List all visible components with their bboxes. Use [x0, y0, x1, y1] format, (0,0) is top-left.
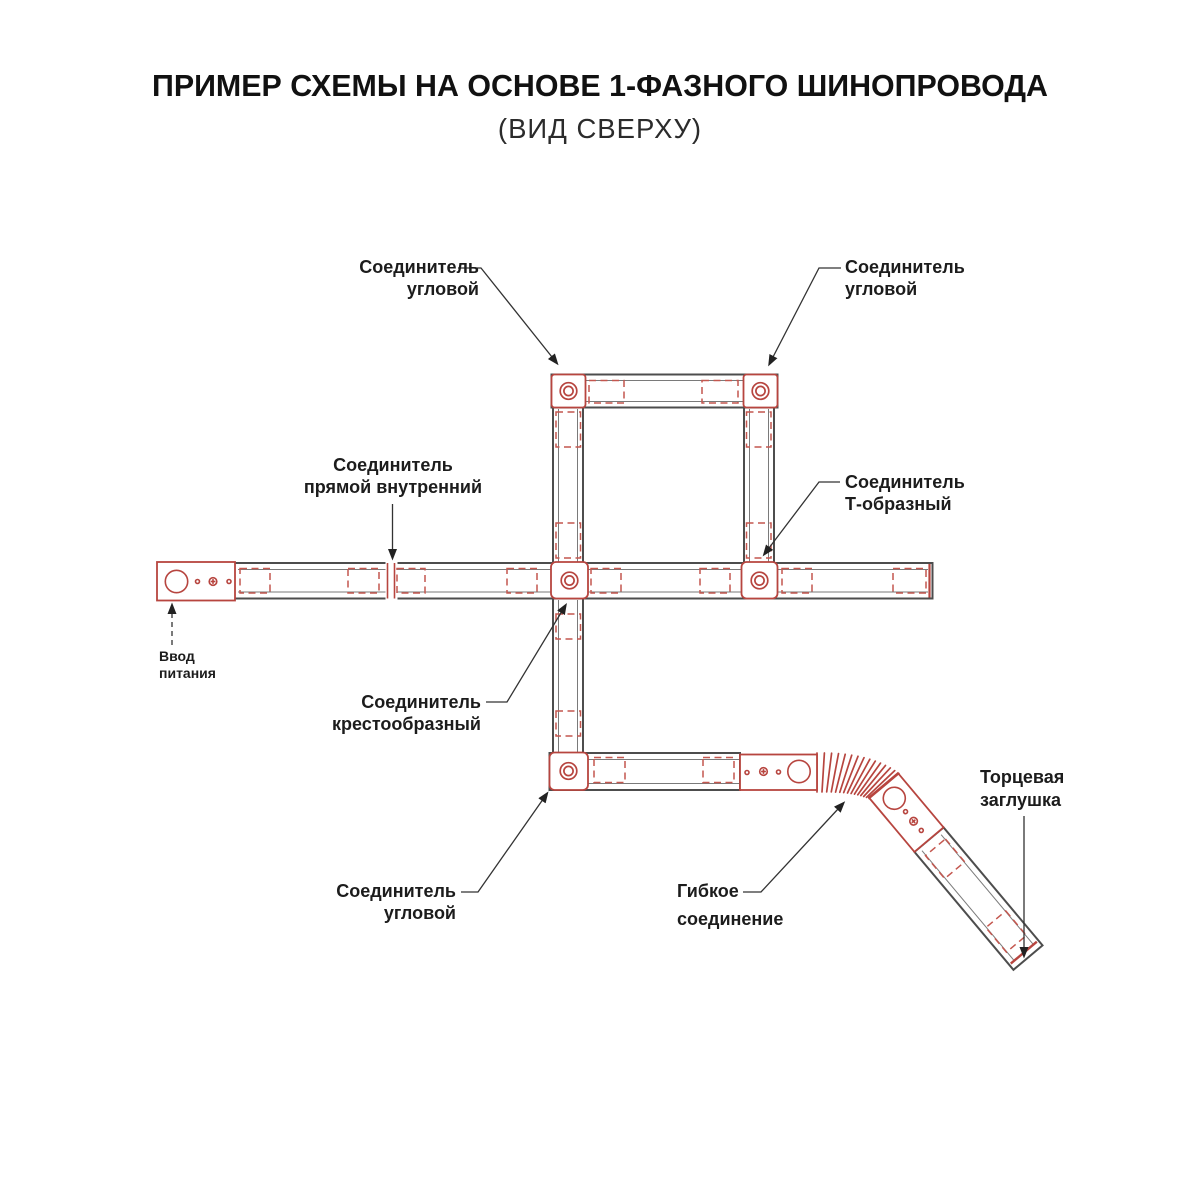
label-cross-connector — [332, 692, 481, 734]
label-text: угловой — [845, 279, 918, 299]
corner-connector-top-right — [744, 375, 778, 408]
label-corner-top-left — [359, 257, 479, 299]
label-power-feed — [159, 648, 216, 681]
label-text: прямой внутренний — [303, 477, 483, 497]
page-subtitle: (ВИД СВЕРХУ) — [497, 113, 703, 144]
label-text: Соединитель — [359, 257, 479, 277]
label-corner-bottom — [336, 881, 456, 923]
leader-corner-top-right — [773, 268, 841, 357]
leader-cross — [486, 612, 562, 702]
label-text: угловой — [383, 903, 456, 923]
label-corner-top-right — [845, 257, 965, 299]
label-straight-internal — [304, 455, 482, 497]
track-left-leg-lower — [553, 599, 583, 754]
label-text: Торцевая — [980, 767, 1065, 787]
bellows-rib — [822, 753, 824, 792]
cross-connector — [551, 562, 588, 599]
label-text: крестообразный — [332, 714, 481, 734]
power-feed-unit — [157, 562, 235, 601]
label-text: Т-образный — [845, 494, 952, 514]
label-text: заглушка — [980, 790, 1061, 810]
label-end-cap — [980, 767, 1064, 810]
leader-lines — [172, 268, 1024, 948]
label-text: Соединитель — [336, 881, 456, 901]
corner-connector-bottom — [550, 753, 589, 791]
track-segments — [158, 375, 933, 791]
label-flexible-joint — [677, 881, 783, 929]
bellows-rib — [855, 761, 876, 794]
label-text: Соединитель — [845, 472, 965, 492]
bellows-rib — [827, 753, 832, 792]
leader-corner-bottom — [461, 800, 543, 892]
track-middle — [158, 563, 933, 599]
label-text: Гибкое — [677, 881, 739, 901]
tee-connector — [742, 562, 778, 599]
flexible-connector-body — [740, 755, 817, 791]
label-text: Соединитель — [361, 692, 481, 712]
label-text: угловой — [406, 279, 479, 299]
label-text: соединение — [677, 909, 784, 929]
straight-internal-connector — [386, 562, 398, 601]
leader-flexible — [743, 809, 838, 892]
label-text: Соединитель — [333, 455, 453, 475]
label-text: питания — [159, 665, 216, 681]
track-left-leg-upper — [553, 408, 583, 564]
corner-connector-top-left — [552, 375, 586, 408]
label-text: Ввод — [159, 648, 195, 664]
leader-tee — [769, 482, 840, 548]
page-title: ПРИМЕР СХЕМЫ НА ОСНОВЕ 1-ФАЗНОГО ШИНОПРОВОДА — [152, 68, 1048, 103]
label-tee-connector — [845, 472, 965, 514]
track-right-leg — [744, 408, 774, 564]
label-text: Соединитель — [845, 257, 965, 277]
